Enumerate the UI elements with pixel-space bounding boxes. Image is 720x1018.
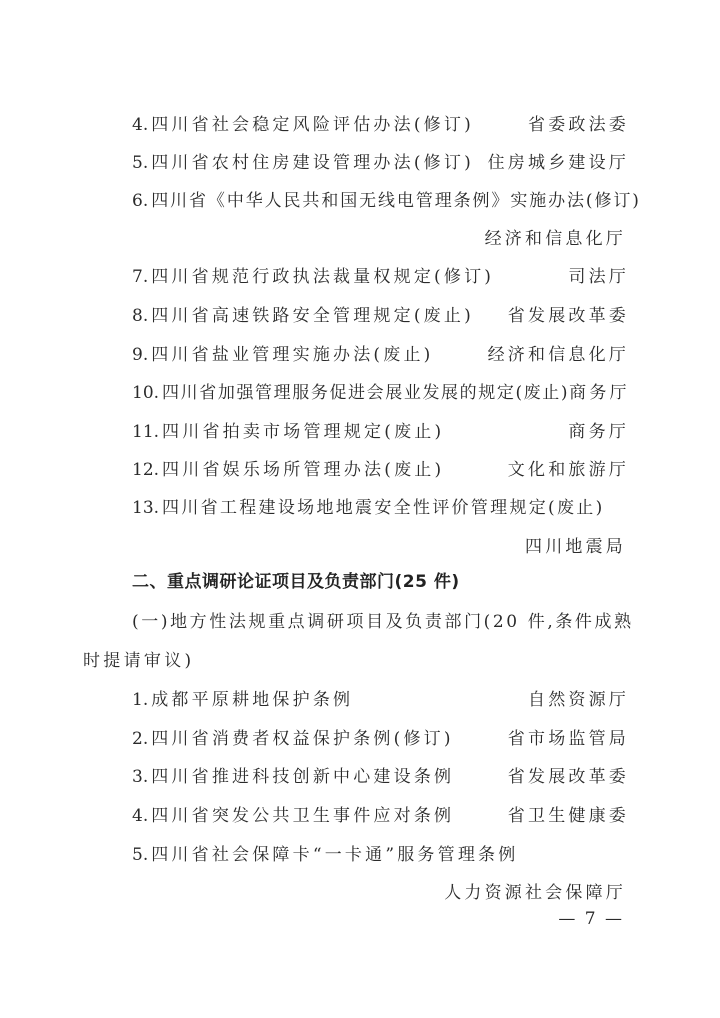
item-department: 司法厅 bbox=[568, 267, 629, 287]
item-department: 住房城乡建设厅 bbox=[487, 153, 629, 173]
item-title: 7. 四川省规范行政执法裁量权规定(修订) bbox=[132, 267, 495, 287]
item-title: 4. 四川省社会稳定风险评估办法(修订) bbox=[132, 115, 474, 135]
item-department: 省委政法委 bbox=[528, 115, 629, 135]
list-item bbox=[132, 150, 629, 176]
item-department: 四川地震局 bbox=[525, 537, 626, 557]
list-item bbox=[132, 380, 630, 406]
item-department: 经济和信息化厅 bbox=[484, 229, 626, 249]
list-item bbox=[132, 303, 629, 329]
item-title: 5. 四川省农村住房建设管理办法(修订) bbox=[132, 153, 474, 173]
list-item bbox=[132, 188, 641, 214]
item-title: 6. 四川省《中华人民共和国无线电管理条例》实施办法(修订) bbox=[132, 191, 641, 211]
item-department: 省卫生健康委 bbox=[507, 806, 629, 826]
list-item bbox=[132, 803, 629, 829]
item-department: 商务厅 bbox=[568, 422, 629, 442]
list-item bbox=[132, 112, 629, 138]
page-number: — 7 — bbox=[558, 909, 624, 929]
item-department: 自然资源厅 bbox=[528, 690, 629, 710]
list-item bbox=[132, 842, 626, 868]
list-item bbox=[132, 764, 629, 790]
item-title: 5. 四川省社会保障卡“一卡通”服务管理条例 bbox=[132, 845, 519, 865]
item-title: 3. 四川省推进科技创新中心建设条例 bbox=[132, 767, 455, 787]
item-title: 2. 四川省消费者权益保护条例(修订) bbox=[132, 729, 454, 749]
item-department: 人力资源社会保障厅 bbox=[444, 883, 626, 903]
item-department: 经济和信息化厅 bbox=[487, 345, 629, 365]
item-department: 商务厅 bbox=[569, 383, 630, 403]
item-title: 4. 四川省突发公共卫生事件应对条例 bbox=[132, 806, 455, 826]
section-heading: 二、重点调研论证项目及负责部门(25 件) bbox=[132, 572, 460, 592]
list-item bbox=[132, 342, 629, 368]
list-item bbox=[132, 687, 629, 713]
list-item bbox=[132, 264, 629, 290]
item-title: 9. 四川省盐业管理实施办法(废止) bbox=[132, 345, 434, 365]
list-item bbox=[132, 419, 629, 445]
item-title: 11. 四川省拍卖市场管理规定(废止) bbox=[132, 422, 445, 442]
item-department: 省市场监管局 bbox=[507, 729, 629, 749]
list-item bbox=[132, 457, 629, 483]
item-title: 10. 四川省加强管理服务促进会展业发展的规定(废止) bbox=[132, 383, 570, 403]
item-title: 13. 四川省工程建设场地地震安全性评价管理规定(废止) bbox=[132, 498, 605, 518]
item-department: 文化和旅游厅 bbox=[507, 460, 629, 480]
list-item bbox=[132, 495, 626, 521]
item-title: 12. 四川省娱乐场所管理办法(废止) bbox=[132, 460, 445, 480]
subsection-heading: (一)地方性法规重点调研项目及负责部门(20 件,条件成熟 bbox=[132, 612, 634, 632]
item-department: 省发展改革委 bbox=[507, 767, 629, 787]
item-title: 8. 四川省高速铁路安全管理规定(废止) bbox=[132, 306, 474, 326]
subsection-heading-continued: 时提请审议) bbox=[83, 651, 195, 671]
list-item bbox=[132, 726, 629, 752]
item-title: 1. 成都平原耕地保护条例 bbox=[132, 690, 354, 710]
item-department: 省发展改革委 bbox=[507, 306, 629, 326]
